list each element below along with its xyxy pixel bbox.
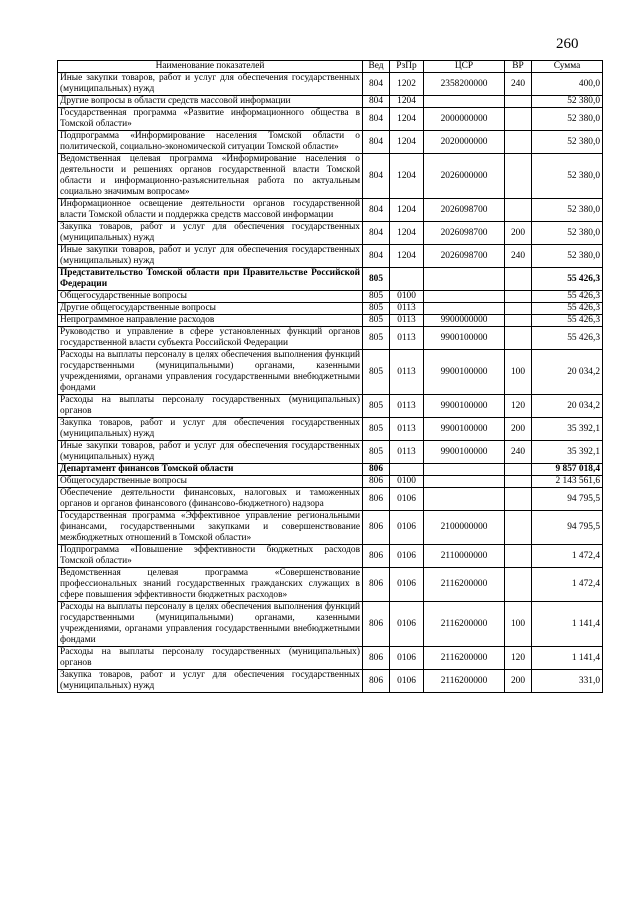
row-ved-cell: 805 — [363, 418, 390, 441]
row-name-cell: Общегосударственные вопросы — [58, 291, 363, 303]
row-csr-cell: 2116200000 — [424, 647, 505, 670]
header-sum: Сумма — [532, 61, 603, 73]
table-row — [58, 545, 603, 568]
header-vr: ВР — [505, 61, 532, 73]
row-csr-cell: 9900000000 — [424, 315, 505, 327]
table-row — [58, 441, 603, 464]
table-row — [58, 73, 603, 96]
row-ved-cell: 804 — [363, 245, 390, 268]
table-row — [58, 154, 603, 199]
row-ved-cell: 804 — [363, 199, 390, 222]
row-sum-cell: 55 426,3 — [532, 327, 603, 350]
row-ved-cell: 806 — [363, 568, 390, 602]
row-rzpr-cell: 1204 — [390, 131, 424, 154]
row-csr-cell — [424, 291, 505, 303]
row-rzpr-cell: 0113 — [390, 441, 424, 464]
row-sum-cell: 35 392,1 — [532, 441, 603, 464]
row-csr-cell: 9900100000 — [424, 327, 505, 350]
table-row — [58, 670, 603, 693]
header-csr: ЦСР — [424, 61, 505, 73]
row-ved-cell: 804 — [363, 154, 390, 199]
table-row — [58, 395, 603, 418]
row-sum-cell: 55 426,3 — [532, 315, 603, 327]
row-rzpr-cell: 0113 — [390, 327, 424, 350]
row-vr-cell: 120 — [505, 395, 532, 418]
row-sum-cell: 1 472,4 — [532, 568, 603, 602]
row-vr-cell: 100 — [505, 350, 532, 395]
budget-table — [57, 60, 603, 693]
table-row — [58, 602, 603, 647]
row-name-cell: Подпрограмма «Информирование населения Томской области о политической, социально-экономической ситуации Томской области» — [58, 131, 363, 154]
table-row — [58, 350, 603, 395]
table-row — [58, 303, 603, 315]
row-ved-cell: 806 — [363, 511, 390, 545]
table-row — [58, 131, 603, 154]
row-name-cell: Другие общегосударственные вопросы — [58, 303, 363, 315]
row-vr-cell — [505, 199, 532, 222]
row-csr-cell: 2116200000 — [424, 568, 505, 602]
row-csr-cell — [424, 268, 505, 291]
row-vr-cell — [505, 154, 532, 199]
row-name-cell: Непрограммное направление расходов — [58, 315, 363, 327]
row-sum-cell: 20 034,2 — [532, 395, 603, 418]
row-rzpr-cell: 1204 — [390, 154, 424, 199]
row-ved-cell: 805 — [363, 395, 390, 418]
row-vr-cell: 240 — [505, 245, 532, 268]
row-sum-cell: 52 380,0 — [532, 154, 603, 199]
table-row — [58, 327, 603, 350]
table-row — [58, 108, 603, 131]
row-ved-cell: 804 — [363, 108, 390, 131]
row-csr-cell: 2026098700 — [424, 245, 505, 268]
table-row — [58, 199, 603, 222]
row-vr-cell — [505, 96, 532, 108]
row-vr-cell — [505, 545, 532, 568]
row-ved-cell: 806 — [363, 602, 390, 647]
table-row — [58, 268, 603, 291]
row-vr-cell: 100 — [505, 602, 532, 647]
row-vr-cell — [505, 291, 532, 303]
row-csr-cell: 9900100000 — [424, 441, 505, 464]
row-sum-cell: 35 392,1 — [532, 418, 603, 441]
row-sum-cell: 52 380,0 — [532, 199, 603, 222]
row-sum-cell: 52 380,0 — [532, 96, 603, 108]
row-csr-cell: 9900100000 — [424, 350, 505, 395]
row-name-cell: Закупка товаров, работ и услуг для обеспечения государственных (муниципальных) нужд — [58, 222, 363, 245]
row-ved-cell: 805 — [363, 315, 390, 327]
row-sum-cell: 1 472,4 — [532, 545, 603, 568]
header-rzpr: РзПр — [390, 61, 424, 73]
row-csr-cell: 2116200000 — [424, 602, 505, 647]
row-csr-cell — [424, 464, 505, 476]
row-rzpr-cell: 0106 — [390, 511, 424, 545]
row-name-cell: Расходы на выплаты персоналу государственных (муниципальных) органов — [58, 647, 363, 670]
row-vr-cell — [505, 108, 532, 131]
row-name-cell: Расходы на выплаты персоналу в целях обеспечения выполнения функций государственными (муниципальными) органами, казенными учреждениями, органами управления государственными внебюджетными фондами — [58, 602, 363, 647]
row-vr-cell — [505, 327, 532, 350]
row-vr-cell — [505, 464, 532, 476]
row-rzpr-cell: 1204 — [390, 96, 424, 108]
row-name-cell: Расходы на выплаты персоналу государственных (муниципальных) органов — [58, 395, 363, 418]
table-row — [58, 245, 603, 268]
row-name-cell: Ведомственная целевая программа «Информирование населения о деятельности и решениях органов государственной власти Томской области и информационно-разъяснительная работа по актуальным социально значимым вопросам» — [58, 154, 363, 199]
row-ved-cell: 804 — [363, 131, 390, 154]
row-rzpr-cell: 1204 — [390, 108, 424, 131]
row-vr-cell — [505, 131, 532, 154]
row-vr-cell: 240 — [505, 73, 532, 96]
row-ved-cell: 805 — [363, 303, 390, 315]
row-sum-cell: 331,0 — [532, 670, 603, 693]
row-name-cell: Расходы на выплаты персоналу в целях обеспечения выполнения функций государственными (муниципальными) органами, казенными учреждениями, органами управления государственными внебюджетными фондами — [58, 350, 363, 395]
row-ved-cell: 804 — [363, 73, 390, 96]
row-csr-cell — [424, 96, 505, 108]
row-sum-cell: 2 143 561,6 — [532, 476, 603, 488]
row-csr-cell: 2026098700 — [424, 199, 505, 222]
row-vr-cell: 200 — [505, 670, 532, 693]
row-rzpr-cell: 1204 — [390, 222, 424, 245]
row-rzpr-cell: 1204 — [390, 245, 424, 268]
table-body — [58, 73, 603, 693]
header-name: Наименование показателей — [58, 61, 363, 73]
row-vr-cell — [505, 568, 532, 602]
row-csr-cell: 9900100000 — [424, 395, 505, 418]
row-sum-cell: 52 380,0 — [532, 108, 603, 131]
row-rzpr-cell: 1204 — [390, 199, 424, 222]
row-ved-cell: 806 — [363, 476, 390, 488]
row-name-cell: Общегосударственные вопросы — [58, 476, 363, 488]
row-sum-cell: 1 141,4 — [532, 647, 603, 670]
row-sum-cell: 52 380,0 — [532, 245, 603, 268]
row-sum-cell: 9 857 018,4 — [532, 464, 603, 476]
row-vr-cell: 200 — [505, 418, 532, 441]
row-name-cell: Иные закупки товаров, работ и услуг для обеспечения государственных (муниципальных) нужд — [58, 441, 363, 464]
row-rzpr-cell — [390, 268, 424, 291]
row-vr-cell — [505, 303, 532, 315]
row-rzpr-cell: 1202 — [390, 73, 424, 96]
row-sum-cell: 52 380,0 — [532, 222, 603, 245]
row-rzpr-cell: 0106 — [390, 670, 424, 693]
row-ved-cell: 805 — [363, 291, 390, 303]
row-csr-cell: 2116200000 — [424, 670, 505, 693]
row-vr-cell — [505, 315, 532, 327]
row-sum-cell: 55 426,3 — [532, 268, 603, 291]
row-rzpr-cell: 0113 — [390, 395, 424, 418]
row-sum-cell: 94 795,5 — [532, 511, 603, 545]
table-row — [58, 476, 603, 488]
header-ved: Вед — [363, 61, 390, 73]
table-row — [58, 647, 603, 670]
row-sum-cell: 55 426,3 — [532, 303, 603, 315]
table-row — [58, 418, 603, 441]
row-name-cell: Закупка товаров, работ и услуг для обеспечения государственных (муниципальных) нужд — [58, 670, 363, 693]
row-ved-cell: 805 — [363, 327, 390, 350]
row-ved-cell: 806 — [363, 670, 390, 693]
row-sum-cell: 55 426,3 — [532, 291, 603, 303]
row-rzpr-cell — [390, 464, 424, 476]
row-rzpr-cell: 0106 — [390, 647, 424, 670]
table-row — [58, 488, 603, 511]
row-rzpr-cell: 0100 — [390, 476, 424, 488]
row-ved-cell: 806 — [363, 647, 390, 670]
row-name-cell: Закупка товаров, работ и услуг для обеспечения государственных (муниципальных) нужд — [58, 418, 363, 441]
row-csr-cell: 2000000000 — [424, 108, 505, 131]
row-vr-cell — [505, 268, 532, 291]
row-ved-cell: 805 — [363, 441, 390, 464]
row-ved-cell: 806 — [363, 545, 390, 568]
row-name-cell: Государственная программа «Эффективное управление региональными финансами, государственными закупками и совершенствование межбюджетных отношений в Томской области» — [58, 511, 363, 545]
row-name-cell: Иные закупки товаров, работ и услуг для обеспечения государственных (муниципальных) нужд — [58, 245, 363, 268]
row-csr-cell: 2020000000 — [424, 131, 505, 154]
row-csr-cell: 2110000000 — [424, 545, 505, 568]
row-name-cell: Подпрограмма «Повышение эффективности бюджетных расходов Томской области» — [58, 545, 363, 568]
row-rzpr-cell: 0100 — [390, 291, 424, 303]
row-sum-cell: 400,0 — [532, 73, 603, 96]
table-row — [58, 96, 603, 108]
row-sum-cell: 52 380,0 — [532, 131, 603, 154]
row-csr-cell — [424, 476, 505, 488]
row-name-cell: Информационное освещение деятельности органов государственной власти Томской области и поддержка средств массовой информации — [58, 199, 363, 222]
row-csr-cell: 2100000000 — [424, 511, 505, 545]
table-row — [58, 222, 603, 245]
table-row — [58, 291, 603, 303]
table-header-row — [58, 61, 603, 73]
row-csr-cell: 2026098700 — [424, 222, 505, 245]
row-rzpr-cell: 0106 — [390, 545, 424, 568]
row-sum-cell: 94 795,5 — [532, 488, 603, 511]
row-rzpr-cell: 0106 — [390, 568, 424, 602]
table-row — [58, 568, 603, 602]
row-csr-cell — [424, 303, 505, 315]
row-csr-cell: 9900100000 — [424, 418, 505, 441]
row-name-cell: Руководство и управление в сфере установленных функций органов государственной власти субъекта Российской Федерации — [58, 327, 363, 350]
row-name-cell: Представительство Томской области при Правительстве Российской Федерации — [58, 268, 363, 291]
row-vr-cell — [505, 476, 532, 488]
row-vr-cell — [505, 511, 532, 545]
row-vr-cell: 200 — [505, 222, 532, 245]
row-rzpr-cell: 0113 — [390, 418, 424, 441]
row-rzpr-cell: 0113 — [390, 303, 424, 315]
table-row — [58, 511, 603, 545]
row-csr-cell — [424, 488, 505, 511]
row-csr-cell: 2358200000 — [424, 73, 505, 96]
row-ved-cell: 805 — [363, 350, 390, 395]
row-ved-cell: 804 — [363, 222, 390, 245]
table-row — [58, 464, 603, 476]
table-row — [58, 315, 603, 327]
row-rzpr-cell: 0106 — [390, 602, 424, 647]
row-sum-cell: 20 034,2 — [532, 350, 603, 395]
row-vr-cell — [505, 488, 532, 511]
row-rzpr-cell: 0113 — [390, 350, 424, 395]
row-name-cell: Департамент финансов Томской области — [58, 464, 363, 476]
row-ved-cell: 806 — [363, 464, 390, 476]
row-vr-cell: 240 — [505, 441, 532, 464]
row-csr-cell: 2026000000 — [424, 154, 505, 199]
row-rzpr-cell: 0106 — [390, 488, 424, 511]
row-name-cell: Ведомственная целевая программа «Совершенствование профессиональных знаний государственных гражданских служащих в сфере повышения эффективности бюджетных расходов» — [58, 568, 363, 602]
row-sum-cell: 1 141,4 — [532, 602, 603, 647]
row-name-cell: Иные закупки товаров, работ и услуг для обеспечения государственных (муниципальных) нужд — [58, 73, 363, 96]
row-name-cell: Государственная программа «Развитие информационного общества в Томской области» — [58, 108, 363, 131]
page-number: 260 — [556, 36, 579, 52]
row-ved-cell: 805 — [363, 268, 390, 291]
row-name-cell: Обеспечение деятельности финансовых, налоговых и таможенных органов и органов финансового (финансово-бюджетного) надзора — [58, 488, 363, 511]
row-ved-cell: 806 — [363, 488, 390, 511]
row-name-cell: Другие вопросы в области средств массовой информации — [58, 96, 363, 108]
row-rzpr-cell: 0113 — [390, 315, 424, 327]
row-vr-cell: 120 — [505, 647, 532, 670]
row-ved-cell: 804 — [363, 96, 390, 108]
